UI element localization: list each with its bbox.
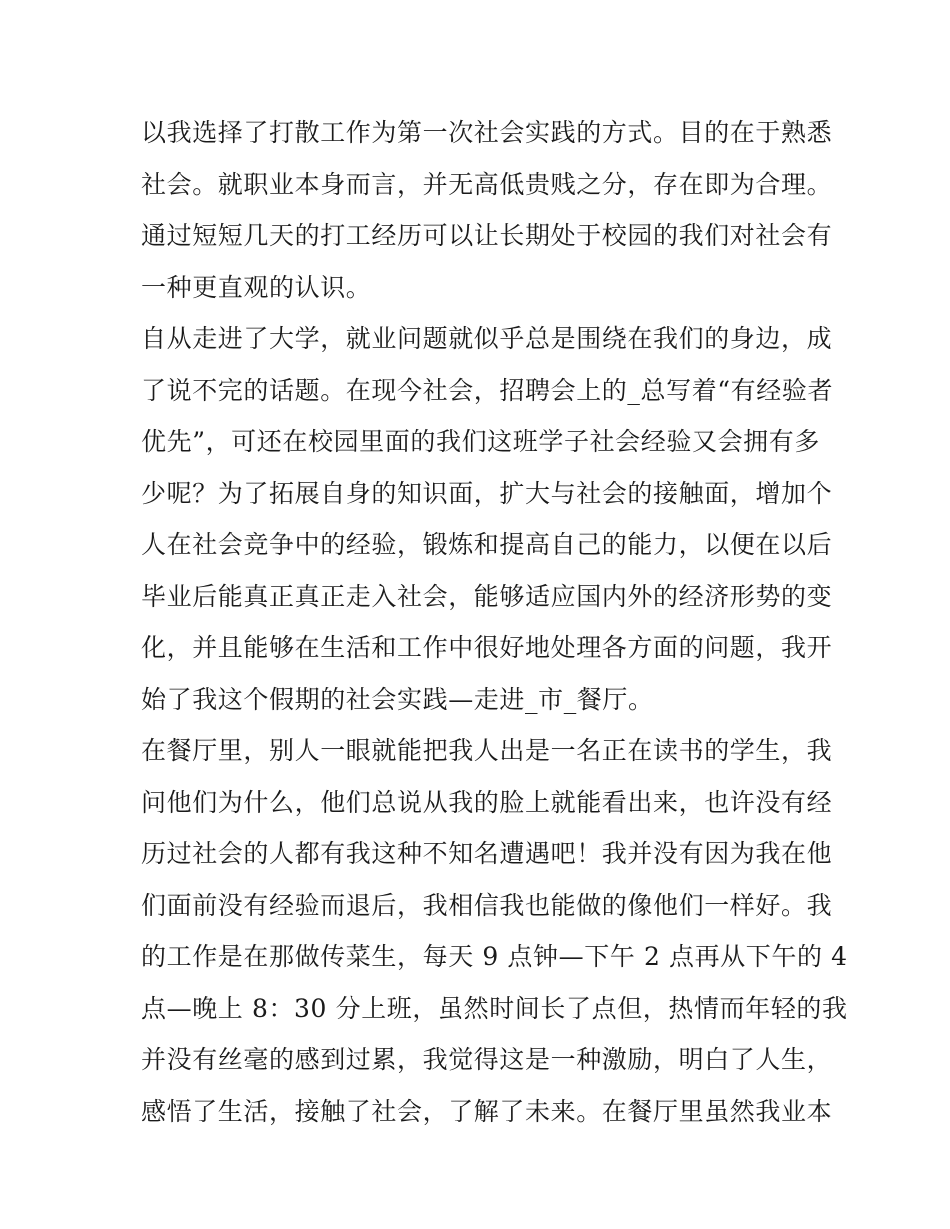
text-line: 的工作是在那做传菜生，每天 9 点钟—下午 2 点再从下午的 4 <box>141 942 848 971</box>
text-line: 了说不完的话题。在现今社会，招聘会上的_总写着“有经验者 <box>141 375 834 405</box>
text-line: 自从走进了大学，就业问题就似乎总是围绕在我们的身边，成 <box>141 324 833 353</box>
text-line: 问他们为什么，他们总说从我的脸上就能看出来，也许没有经 <box>141 787 833 817</box>
text-line: 点—晚上 8：30 分上班，虽然时间长了点但，热情而年轻的我 <box>141 993 848 1023</box>
text-line: 人在社会竞争中的经验，锻炼和提高自己的能力，以便在以后 <box>141 530 833 559</box>
text-line: 优先”，可还在校园里面的我们这班学子社会经验又会拥有多 <box>141 427 820 456</box>
body-text <box>141 107 848 1137</box>
text-line: 们面前没有经验而退后，我相信我也能做的像他们一样好。我 <box>141 890 833 920</box>
paragraph-3 <box>141 725 848 1137</box>
text-line: 通过短短几天的打工经历可以让长期处于校园的我们对社会有 <box>141 221 833 250</box>
text-line: 化，并且能够在生活和工作中很好地处理各方面的问题，我开 <box>141 633 833 662</box>
text-line: 一种更直观的认识。 <box>141 272 372 302</box>
text-line: 社会。就职业本身而言，并无高低贵贱之分，存在即为合理。 <box>141 169 833 199</box>
text-line: 历过社会的人都有我这种不知名遭遇吧！我并没有因为我在他 <box>141 839 833 868</box>
text-line: 以我选择了打散工作为第一次社会实践的方式。目的在于熟悉 <box>141 118 833 147</box>
text-line: 感悟了生活，接触了社会，了解了未来。在餐厅里虽然我业本 <box>141 1096 833 1126</box>
text-line: 毕业后能真正真正走入社会，能够适应国内外的经济形势的变 <box>141 581 833 611</box>
text-line: 少呢？为了拓展自身的知识面，扩大与社会的接触面，增加个 <box>141 478 833 508</box>
text-line: 在餐厅里，别人一眼就能把我人出是一名正在读书的学生，我 <box>141 736 833 765</box>
paragraph-2 <box>141 313 834 725</box>
text-line: 始了我这个假期的社会实践—走进_市_餐厅。 <box>141 684 654 714</box>
paragraph-1 <box>141 107 833 313</box>
text-line: 并没有丝毫的感到过累，我觉得这是一种激励，明白了人生， <box>141 1045 833 1074</box>
